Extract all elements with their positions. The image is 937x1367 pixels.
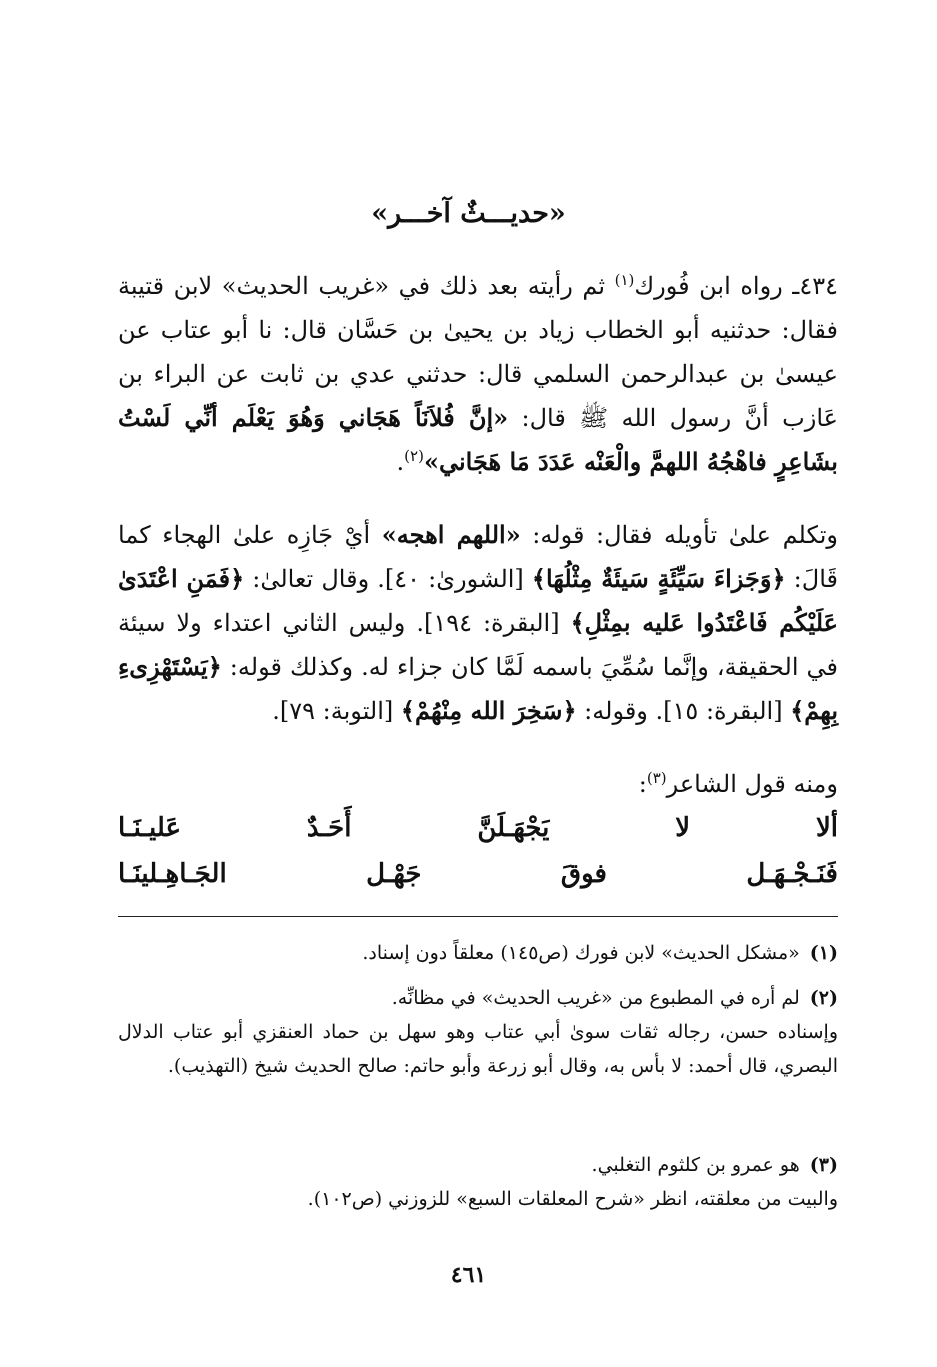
footnote-continuation: وإسناده حسن، رجاله ثقات سوىٰ أبي عتاب وهو سهل بن حماد العنقزي أبو عتاب الدلال البصري، قال أحمد: لا بأس به، وقال أبو زرعة وأبو حاتم: صالح الحديث شيخ (التهذيب).	[118, 1021, 838, 1077]
verse-word: جَهْـل	[366, 859, 422, 889]
narration-start: ٤٣٤ـ رواه ابن فُورك	[634, 272, 838, 300]
explanation-part: [البقرة: ١٥]. وقوله:	[584, 697, 783, 725]
hadith-paragraph	[118, 264, 838, 484]
hadith-text	[118, 264, 838, 484]
footnote-continuation: والبيت من معلقته، انظر «شرح المعلقات السبع» للزوزني (ص١٠٢).	[307, 1188, 838, 1210]
footnote-text: هو عمرو بن كلثوم التغلبي.	[591, 1154, 800, 1176]
footnote-2	[118, 981, 838, 1083]
quran-quote: ﴿فَمَنِ اعْتَدَىٰ عَلَيْكُم فَاعْتَدُوا عَليه بمِثْلِ﴾	[118, 564, 838, 637]
footnote-number: (٢)	[809, 987, 838, 1009]
footnote-1	[118, 936, 838, 970]
narration-chain: ثم رأيته بعد ذلك في «غريب الحديث» لابن قتيبة فقال: حدثنيه أبو الخطاب زياد بن يحيىٰ بن حَسَّان قال: نا أبو عتاب عن عيسىٰ بن عبدالرحمن السلمي قال: حدثني عدي بن ثابت عن البراء بن عَازب أنَّ رسول الله ﷺ قال:	[118, 272, 839, 432]
verse-word: ألا	[815, 813, 838, 843]
poem-intro-text: ومنه قول الشاعر	[666, 770, 838, 798]
explanation-part: [الشورىٰ: ٤٠]. وقال تعالىٰ:	[252, 565, 524, 593]
verse-word: أَحَـدٌ	[306, 813, 352, 843]
page-number: ٤٦١	[450, 1262, 487, 1288]
footnote-3	[118, 1148, 838, 1216]
explanation-part: أيْ جَازِه علىٰ الهجاء كما قَالَ:	[118, 521, 838, 593]
footnote-number: (٣)	[809, 1154, 838, 1176]
explanation-part: وتكلم علىٰ تأويله فقال: قوله:	[532, 521, 839, 549]
poem-intro-colon: :	[638, 770, 647, 798]
verse-line-1	[118, 806, 838, 850]
verse-word: فوقَ	[560, 859, 607, 889]
footnote-number: (١)	[809, 942, 838, 964]
section-title: «حديـــثٌ آخـــر»	[371, 198, 566, 229]
explanation-part: [التوبة: ٧٩].	[272, 697, 394, 725]
footnote-ref-1: (١)	[614, 271, 635, 289]
explanation-part: [البقرة: ١٩٤]. وليس الثاني اعتداء ولا سيئة في الحقيقة، وإنَّما سُمِّيَ باسمه لَمَّا كان جزاء له. وكذلك قوله:	[118, 609, 838, 681]
verse-word: فَنَـجْـهَـل	[746, 859, 838, 889]
quran-quote: ﴿سَخِرَ الله مِنْهُمْ﴾	[400, 696, 577, 725]
hadith-quote: «إنَّ فُلاَنَاً هَجَاني وَهُوَ يَعْلَم أنِّي لَسْتُ بشَاعِرٍ فاهْجُهُ اللهمَّ والْعَنْه عَدَدَ مَا هَجَاني»	[118, 403, 838, 476]
verse-word: يَجْهَـلَنَّ	[477, 813, 550, 843]
quote-phrase: «اللهم اهجه»	[381, 520, 521, 549]
footnote-ref-2: (٢)	[404, 447, 424, 465]
footnote-text: «مشكل الحديث» لابن فورك (ص١٤٥) معلقاً دون إسناد.	[362, 942, 800, 964]
verse-word: لا	[675, 813, 691, 843]
footnote-divider	[118, 916, 838, 917]
hadith-end: .	[396, 448, 405, 476]
verse-line-2	[118, 852, 838, 896]
footnote-text: لم أره في المطبوع من «غريب الحديث» في مظانِّه.	[391, 987, 800, 1009]
quran-quote: ﴿يَسْتَهْزِىءِ بِهِمْ﴾	[118, 652, 838, 725]
verse-word: عَليـنَـا	[118, 813, 182, 843]
verse-word: الجَـاهِـلينَـا	[118, 859, 227, 889]
quran-quote: ﴿وَجَزاءَ سَيِّئَةٍ سَيئَةٌ مِثْلُهَا﴾	[531, 564, 786, 593]
poem-intro	[118, 762, 838, 806]
footnote-ref-3: (٣)	[646, 769, 667, 787]
explanation-text	[118, 513, 838, 733]
explanation-paragraph	[118, 513, 838, 733]
